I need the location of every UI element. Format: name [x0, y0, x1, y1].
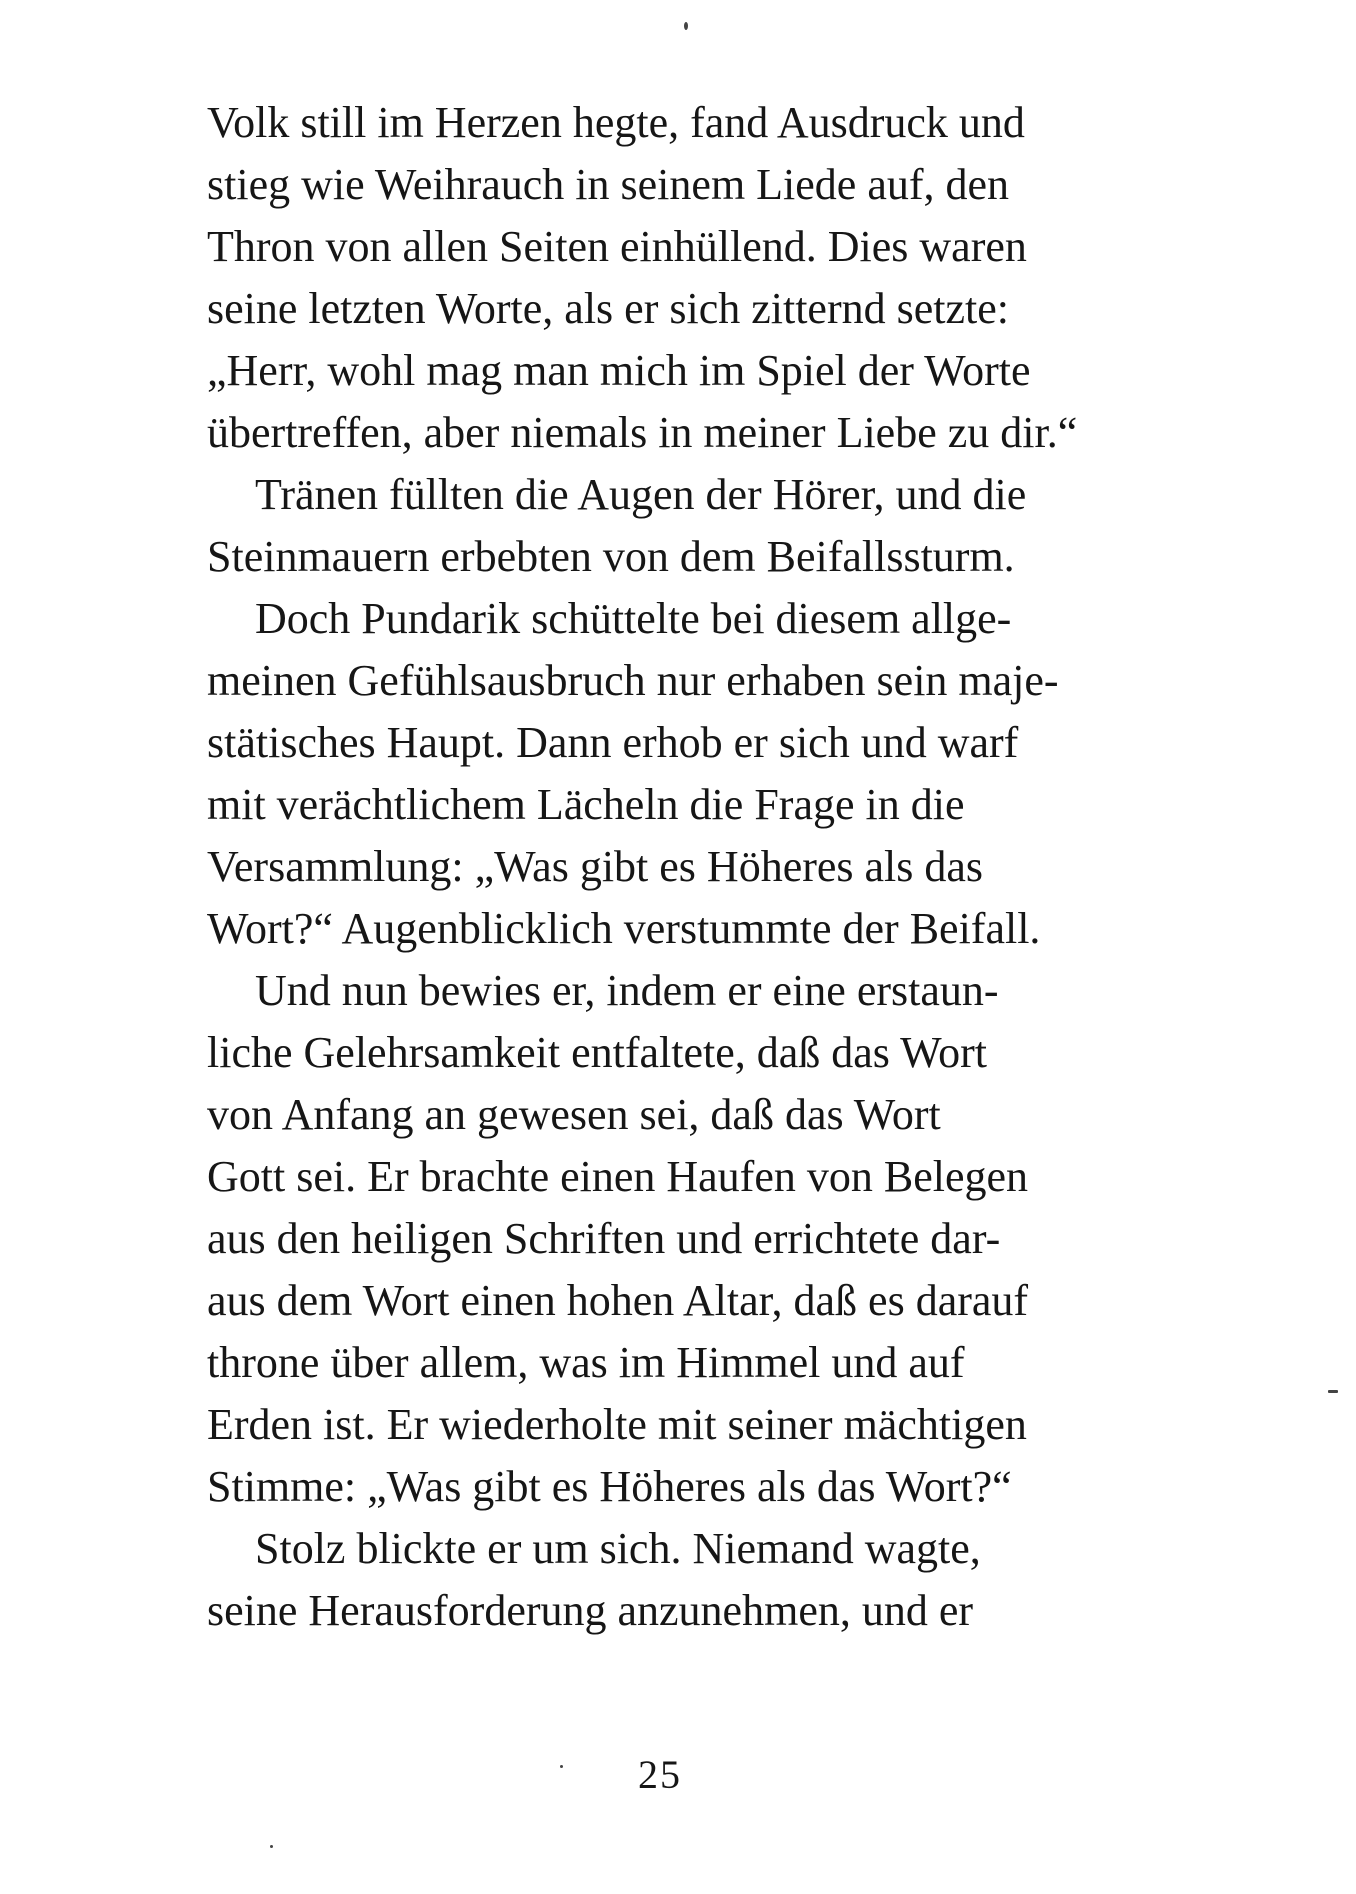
paragraph-5: Stolz blickte er um sich. Niemand wagte, seine Herausforderung anzunehmen, und er	[207, 1524, 981, 1635]
body-text	[207, 92, 1110, 1642]
page-number: 25	[638, 1752, 682, 1797]
print-speck	[1328, 1390, 1338, 1393]
print-speck	[684, 22, 688, 30]
print-speck	[270, 1845, 273, 1848]
paragraph-3: Doch Pundarik schüttelte bei diesem allge- meinen Gefühlsausbruch nur erhaben sein maje- stätisches Haupt. Dann erhob er sich und warf mit verächtlichem Lächeln die Frage in die Versammlung: „Was gibt es Höheres als das Wort?“ Augenblicklich verstummte der Beifall.	[207, 594, 1059, 953]
paragraph-2: Tränen füllten die Augen der Hörer, und die Steinmauern erbebten von dem Beifallssturm.	[207, 470, 1027, 581]
paragraph-1: Volk still im Herzen hegte, fand Ausdruck und stieg wie Weihrauch in seinem Liede auf, den Thron von allen Seiten einhüllend. Dies waren seine letzten Worte, als er sich zitternd setzte: „Herr, wohl mag man mich im Spiel der Worte übertreffen, aber niemals in meiner Liebe zu dir.“	[207, 98, 1078, 457]
print-speck	[560, 1765, 563, 1768]
paragraph-4: Und nun bewies er, indem er eine erstaun- liche Gelehrsamkeit entfaltete, daß das Wort von Anfang an gewesen sei, daß das Wort Gott sei. Er brachte einen Haufen von Belegen aus den heiligen Schriften und errichtete dar- aus dem Wort einen hohen Altar, daß es darauf throne über allem, was im Himmel und auf Erden ist. Er wiederholte mit seiner mächtigen Stimme: „Was gibt es Höheres als das Wort?“	[207, 966, 1029, 1511]
